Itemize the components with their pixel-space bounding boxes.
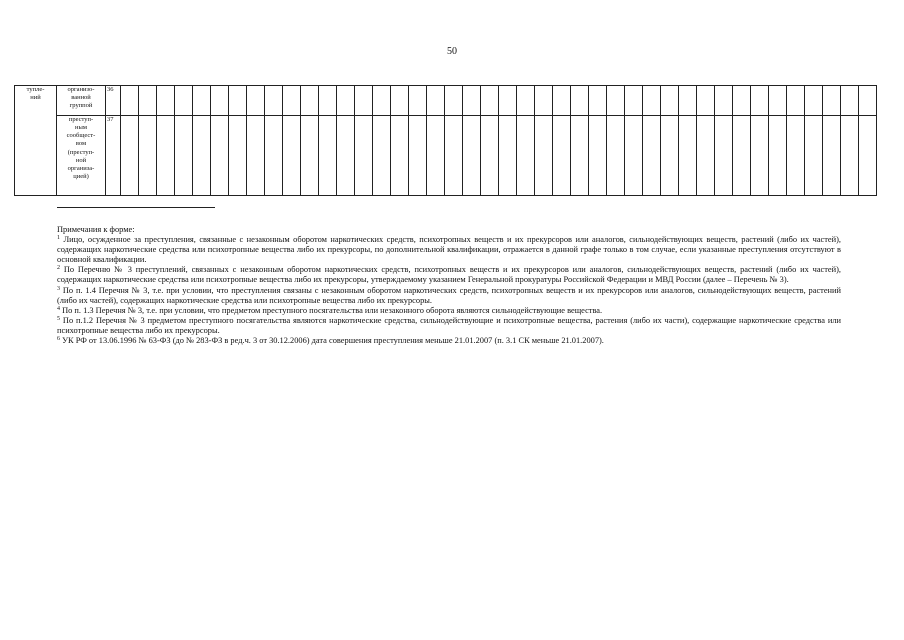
data-cell [697, 116, 715, 196]
table-row [15, 116, 877, 196]
data-cell [229, 116, 247, 196]
data-cell [787, 116, 805, 196]
data-cell [607, 86, 625, 116]
data-cell [337, 116, 355, 196]
data-cell [481, 86, 499, 116]
footnote-item [57, 336, 841, 346]
data-cell [841, 86, 859, 116]
data-cell [733, 116, 751, 196]
footnote-item [57, 265, 841, 285]
row-number: 37 [106, 116, 121, 196]
data-cell [805, 116, 823, 196]
data-cell [337, 86, 355, 116]
data-cell [247, 86, 265, 116]
data-cell [823, 86, 841, 116]
data-cell [553, 86, 571, 116]
footnote-separator [57, 207, 215, 208]
footnote-text: УК РФ от 13.06.1996 № 63-ФЗ (до № 283-ФЗ в ред.ч. 3 от 30.12.2006) дата совершения преступления меньше 21.01.2007 (п. 3.1 СК меньше 21.01.2007). [62, 336, 604, 346]
data-cell [535, 116, 553, 196]
footnote-marker: 5 [57, 315, 60, 322]
footnote-item [57, 306, 841, 316]
data-cell [319, 116, 337, 196]
data-cell [643, 86, 661, 116]
footnote-marker: 3 [57, 285, 60, 292]
footnotes [57, 225, 841, 346]
footnote-item [57, 235, 841, 265]
footnote-marker: 2 [57, 265, 60, 272]
data-cell [373, 116, 391, 196]
data-cell [283, 116, 301, 196]
data-cell [157, 116, 175, 196]
data-cell [769, 116, 787, 196]
data-cell [679, 116, 697, 196]
data-cell [463, 86, 481, 116]
data-cell [499, 86, 517, 116]
data-cell [157, 86, 175, 116]
data-cell [769, 86, 787, 116]
data-cell [607, 116, 625, 196]
data-cell [193, 86, 211, 116]
data-cell [553, 116, 571, 196]
data-cell [661, 116, 679, 196]
row-category-label: тупле- ний [15, 86, 57, 196]
footnote-text: По п.1.2 Перечня № 3 предметом преступного посягательства являются наркотические средства, сильнодействующие и психотропные вещества, растения (либо их части), содержащие наркотические средства или психотропные вещества либо их прекурсоры. [57, 315, 841, 335]
data-cell [409, 116, 427, 196]
footnote-marker: 4 [57, 305, 60, 312]
data-cell [391, 86, 409, 116]
data-cell [733, 86, 751, 116]
data-cell [121, 86, 139, 116]
data-cell [301, 116, 319, 196]
footnote-marker: 1 [57, 235, 60, 242]
table-row [15, 86, 877, 116]
data-cell [319, 86, 337, 116]
data-cell [679, 86, 697, 116]
footnote-text: По Перечню № 3 преступлений, связанных с незаконным оборотом наркотических средств, психотропных веществ и их прекурсоров или аналогов, сильнодействующих веществ, растений (либо их частей), содержащих наркотические средства или психотропные вещества либо их прекурсоры, утверждаемому указанием Генеральной прокуратуры Российской Федерации и МВД России (далее – Перечень № 3). [57, 265, 841, 285]
data-cell [445, 116, 463, 196]
data-cell [517, 116, 535, 196]
data-cell [535, 86, 553, 116]
data-cell [265, 116, 283, 196]
data-cell [175, 116, 193, 196]
data-cell [589, 86, 607, 116]
row-sublabel: преступ- ным сообщест- вом (преступ- ной организа- цией) [57, 116, 106, 196]
data-cell [841, 116, 859, 196]
data-cell [409, 86, 427, 116]
data-cell [193, 116, 211, 196]
data-cell [355, 116, 373, 196]
footnote-item [57, 286, 841, 306]
footnote-text: Лицо, осужденное за преступления, связанные с незаконным оборотом наркотических средств, психотропных веществ и их прекурсоров или аналогов, сильнодействующих веществ, растений (либо их частей), содержащих наркотические средства или психотропные вещества либо их прекурсоры, по дополнительной квалификации, отражается в данной графе только в том случае, если указанные преступления отсутствуют в основной квалификации. [57, 235, 842, 265]
data-cell [751, 86, 769, 116]
data-cell [517, 86, 535, 116]
data-cell [265, 86, 283, 116]
data-cell [175, 86, 193, 116]
data-cell [427, 116, 445, 196]
data-cell [355, 86, 373, 116]
data-cell [625, 86, 643, 116]
data-cell [301, 86, 319, 116]
data-cell [463, 116, 481, 196]
data-cell [247, 116, 265, 196]
data-cell [427, 86, 445, 116]
footnote-marker: 6 [57, 336, 60, 343]
data-cell [859, 116, 877, 196]
data-cell [589, 116, 607, 196]
data-cell [571, 116, 589, 196]
data-cell [211, 86, 229, 116]
footnote-item [57, 316, 841, 336]
data-cell [787, 86, 805, 116]
row-sublabel: организо- ванной группой [57, 86, 106, 116]
data-cell [643, 116, 661, 196]
data-cell [211, 116, 229, 196]
form-table [14, 85, 877, 196]
page-number: 50 [447, 46, 457, 57]
data-cell [805, 86, 823, 116]
data-cell [661, 86, 679, 116]
data-cell [859, 86, 877, 116]
data-cell [373, 86, 391, 116]
data-cell [391, 116, 409, 196]
data-cell [715, 86, 733, 116]
data-cell [139, 116, 157, 196]
notes-heading: Примечания к форме: [57, 225, 135, 234]
data-cell [445, 86, 463, 116]
data-cell [139, 86, 157, 116]
footnote-text: По п. 1.3 Перечня № 3, т.е. при условии, что предметом преступного посягательства или незаконного оборота являются сильнодействующие вещества. [62, 305, 603, 315]
data-cell [229, 86, 247, 116]
data-cell [283, 86, 301, 116]
data-cell [697, 86, 715, 116]
data-cell [715, 116, 733, 196]
data-cell [751, 116, 769, 196]
data-cell [481, 116, 499, 196]
data-cell [823, 116, 841, 196]
data-cell [121, 116, 139, 196]
data-cell [625, 116, 643, 196]
row-number: 36 [106, 86, 121, 116]
data-cell [499, 116, 517, 196]
footnote-text: По п. 1.4 Перечня № 3, т.е. при условии, что преступления связаны с незаконным оборотом наркотических средств, психотропных веществ и их прекурсоров или аналогов, сильнодействующих веществ, растений (либо их частей), содержащих наркотические средства или психотропные вещества либо их прекурсоры. [57, 285, 841, 305]
data-cell [571, 86, 589, 116]
